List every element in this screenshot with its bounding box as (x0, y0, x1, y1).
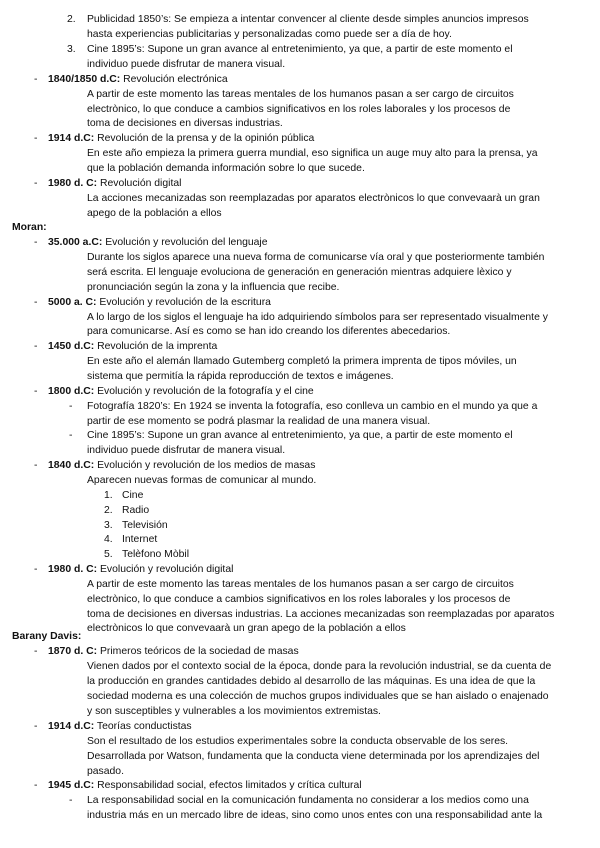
list-item: Radio (122, 505, 150, 516)
list-number: 5. (104, 549, 113, 560)
entry-text: electrònico, lo que conduce a cambios significativos en los roles laborales y los procesos de (87, 104, 511, 115)
entry-text: En este año el alemán llamado Gutemberg completó la primera imprenta de tipos móviles, un (87, 356, 517, 367)
entry-heading: 1800 d.C: Evolución y revolución de la fotografía y el cine (48, 386, 314, 397)
entry-heading: 1914 d.C: Teorías conductistas (48, 721, 192, 732)
entry-text: partir de ese momento se podrá plasmar la realidad de una manera visual. (87, 416, 431, 427)
entry-heading: 5000 a. C: Evolución y revolución de la escritura (48, 297, 271, 308)
list-item-publicidad: Publicidad 1850’s: Se empieza a intentar convencer al cliente desde simples anuncios impresos (87, 14, 529, 25)
list-number: 2. (104, 505, 113, 516)
list-number: 4. (104, 534, 113, 545)
entry-text: apego de la población a ellos (87, 208, 222, 219)
bullet-dash: - (34, 386, 38, 397)
entry-text: La acciones mecanizadas son reemplazadas por aparatos electrònicos lo que convevaarà un gran (87, 193, 540, 204)
entry-text: Vienen dados por el contexto social de la época, donde para la revolución industrial, se da cuenta de (87, 661, 552, 672)
entry-heading: 1980 d. C: Revolución digital (48, 178, 182, 189)
entry-heading: 1450 d.C: Revolución de la imprenta (48, 341, 218, 352)
entry-text: En este año empieza la primera guerra mundial, eso significa un auge muy alto para la prensa, ya (87, 148, 538, 159)
list-item-cine-cont: individuo puede disfrutar de manera visual. (87, 59, 286, 70)
entry-text: pasado. (87, 766, 124, 777)
entry-text: sociedad moderna es una colección de muchos grupos individuales que se han aislado o enajenado (87, 691, 549, 702)
entry-text: Cine 1895’s: Supone un gran avance al entretenimiento, ya que, a partir de este momento el (87, 430, 513, 441)
entry-text: Son el resultado de los estudios experimentales sobre la conducta observable de los seres. (87, 736, 509, 747)
bullet-dash: - (34, 780, 38, 791)
entry-heading: 1840/1850 d.C: Revolución electrónica (48, 74, 228, 85)
entry-heading: 1914 d.C: Revolución de la prensa y de la opinión pública (48, 133, 315, 144)
entry-heading: 1840 d.C: Evolución y revolución de los medios de masas (48, 460, 316, 471)
bullet-dash: - (34, 237, 38, 248)
list-number: 1. (104, 490, 113, 501)
list-number: 3. (104, 520, 113, 531)
entry-text: pronunciación según la zona y la influencia que recibe. (87, 282, 340, 293)
entry-text: La responsabilidad social en la comunicación fundamenta no considerar a los medios como una (87, 795, 529, 806)
list-item-publicidad-cont: hasta experiencias publicitarias y personalizadas como puede ser a día de hoy. (87, 29, 452, 40)
bullet-dash: - (34, 178, 38, 189)
entry-text: Durante los siglos aparece una nueva forma de comunicarse vía oral y que posteriormente también (87, 252, 545, 263)
entry-text: toma de decisiones en diversas industrias. (87, 118, 283, 129)
bullet-dash: - (34, 341, 38, 352)
entry-text: la producción en grandes cantidades debido al desarrollo de las máquinas. Es una idea de que la (87, 676, 536, 687)
entry-text: toma de decisiones en diversas industrias. La acciones mecanizadas son reemplazadas por aparatos (87, 609, 555, 620)
bullet-dash: - (34, 297, 38, 308)
entry-text: sistema que permitía la rápida reproducción de textos e imágenes. (87, 371, 394, 382)
list-item: Cine (122, 490, 144, 501)
entry-text: A lo largo de los siglos el lenguaje ha ido adquiriendo símbolos para ser representado visualmente y (87, 312, 548, 323)
entry-text: Aparecen nuevas formas de comunicar al mundo. (87, 475, 317, 486)
list-item: Internet (122, 534, 158, 545)
section-heading-moran: Moran: (12, 222, 47, 233)
entry-text: Desarrollada por Watson, fundamenta que la conducta viene determinada por los aprendizajes del (87, 751, 540, 762)
entry-text: y son susceptibles y vulnerables a los movimientos extremistas. (87, 706, 381, 717)
entry-heading: 1945 d.C: Responsabilidad social, efectos limitados y crítica cultural (48, 780, 362, 791)
entry-text: A partir de este momento las tareas mentales de los humanos pasan a ser cargo de circuitos (87, 89, 514, 100)
bullet-dash: - (34, 74, 38, 85)
entry-text: industria más en un mercado libre de ideas, sino como unos entes con una responsabilidad ante la (87, 810, 543, 821)
bullet-dash: - (34, 721, 38, 732)
list-item: Televisión (122, 520, 168, 531)
entry-heading: 1870 d. C: Primeros teóricos de la sociedad de masas (48, 646, 299, 657)
section-heading-barany-davis: Barany Davis: (12, 631, 82, 642)
bullet-dash: - (34, 564, 38, 575)
list-item-cine: Cine 1895’s: Supone un gran avance al entretenimiento, ya que, a partir de este momento el (87, 44, 513, 55)
list-number: 3. (67, 44, 76, 55)
bullet-dash: - (69, 401, 73, 412)
entry-heading: 1980 d. C: Evolución y revolución digital (48, 564, 234, 575)
entry-text: para comunicarse. Así es como se han ido creando los diferentes abecedarios. (87, 326, 451, 337)
bullet-dash: - (34, 460, 38, 471)
entry-text: electrònicos lo que convevaarà un gran apego de la población a ellos (87, 623, 406, 634)
entry-text: electrònico, lo que conduce a cambios significativos en los roles laborales y los procesos de (87, 594, 511, 605)
entry-text: individuo puede disfrutar de manera visual. (87, 445, 286, 456)
list-number: 2. (67, 14, 76, 25)
entry-text: que la población demanda información sobre lo que sucede. (87, 163, 365, 174)
bullet-dash: - (34, 646, 38, 657)
entry-text: Fotografía 1820’s: En 1924 se inventa la fotografía, eso conlleva un cambio en el mundo ya que a (87, 401, 538, 412)
entry-heading: 35.000 a.C: Evolución y revolución del lenguaje (48, 237, 268, 248)
list-item: Telèfono Mòbil (122, 549, 190, 560)
bullet-dash: - (69, 430, 73, 441)
bullet-dash: - (69, 795, 73, 806)
entry-text: será escrita. El lenguaje evoluciona de generación en generación mientras adquiere lèxico y (87, 267, 512, 278)
bullet-dash: - (34, 133, 38, 144)
entry-text: A partir de este momento las tareas mentales de los humanos pasan a ser cargo de circuitos (87, 579, 514, 590)
